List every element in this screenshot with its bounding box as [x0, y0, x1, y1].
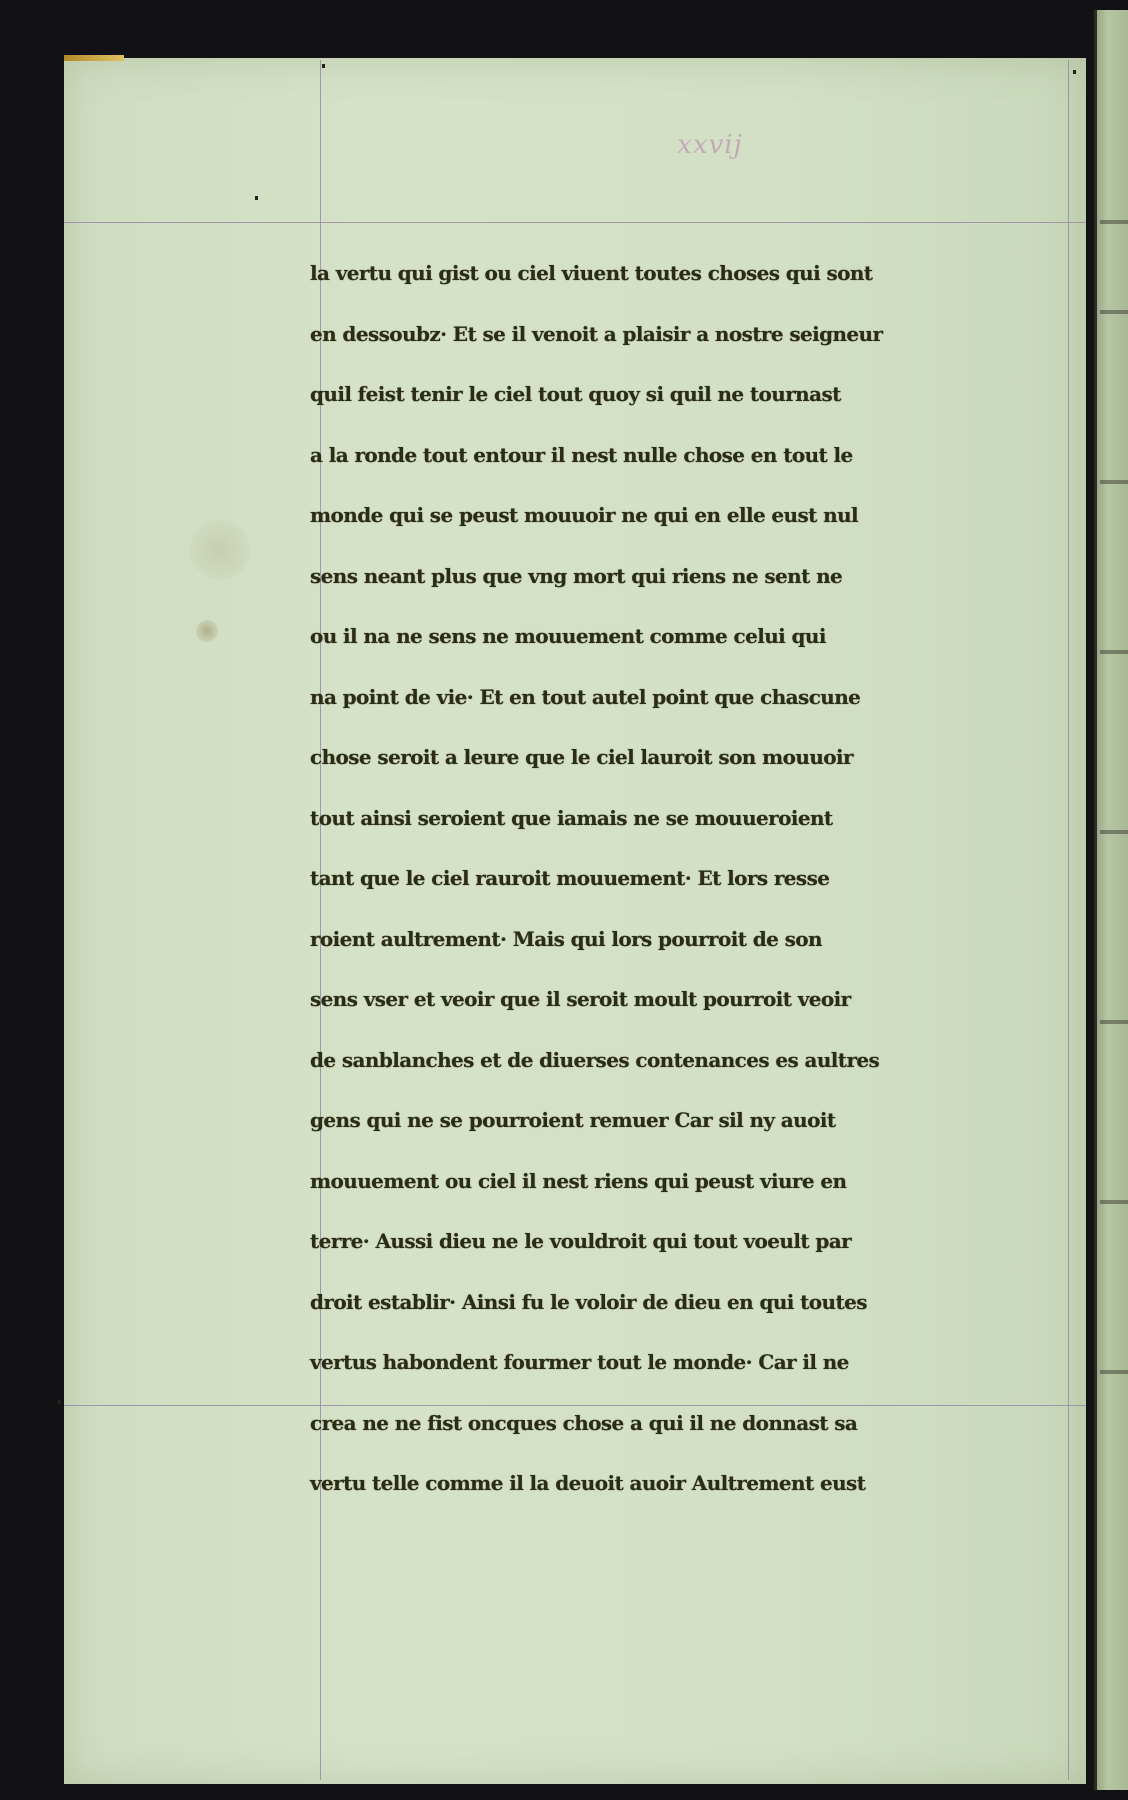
next-leaf-edge	[1094, 10, 1128, 1790]
text-block	[310, 243, 1080, 1514]
text-line: mouuement ou ciel il nest riens qui peust viure en	[310, 1168, 847, 1193]
ruling-horizontal-top	[64, 222, 1086, 223]
text-line: vertu telle comme il la deuoit auoir Aultrement eust	[310, 1471, 866, 1495]
prick-mark	[255, 196, 258, 200]
text-line: monde qui se peust mouuoir ne qui en elle eust nul	[310, 503, 859, 527]
parchment-stain	[190, 520, 250, 580]
text-line: chose seroit a leure que le ciel lauroit son mouuoir	[310, 745, 853, 769]
text-line: en dessoubz· Et se il venoit a plaisir a nostre seigneur	[310, 321, 883, 346]
text-line: vertus habondent fourmer tout le monde· Car il ne	[310, 1350, 849, 1374]
text-line: quil feist tenir le ciel tout quoy si quil ne tournast	[310, 382, 841, 406]
text-line: na point de vie· Et en tout autel point que chascune	[310, 684, 861, 709]
text-line: gens qui ne se pourroient remuer Car sil ny auoit	[310, 1108, 836, 1132]
text-line: sens vser et veoir que il seroit moult pourroit veoir	[310, 987, 851, 1011]
text-line: tout ainsi seroient que iamais ne se mouueroient	[310, 805, 833, 830]
text-line: terre· Aussi dieu ne le vouldroit qui tout voeult par	[310, 1229, 852, 1253]
text-line: ou il na ne sens ne mouuement comme celui qui	[310, 624, 826, 648]
running-head: xxvij	[677, 130, 743, 160]
text-line: tant que le ciel rauroit mouuement· Et lors resse	[310, 866, 830, 890]
prick-mark	[58, 1400, 61, 1404]
text-line: a la ronde tout entour il nest nulle chose en tout le	[310, 442, 853, 467]
text-line: sens neant plus que vng mort qui riens ne sent ne	[310, 563, 843, 588]
text-line: droit establir· Ainsi fu le voloir de dieu en qui toutes	[310, 1289, 867, 1314]
prick-mark	[322, 64, 325, 68]
text-line: crea ne ne fist oncques chose a qui il ne donnast sa	[310, 1410, 858, 1435]
text-line: la vertu qui gist ou ciel viuent toutes choses qui sont	[310, 261, 873, 285]
prick-mark	[1073, 70, 1076, 74]
gilt-edge	[64, 55, 124, 61]
parchment-stain	[196, 620, 218, 642]
text-line: roient aultrement· Mais qui lors pourroit de son	[310, 926, 822, 951]
text-line: de sanblanches et de diuerses contenances es aultres	[310, 1047, 880, 1072]
